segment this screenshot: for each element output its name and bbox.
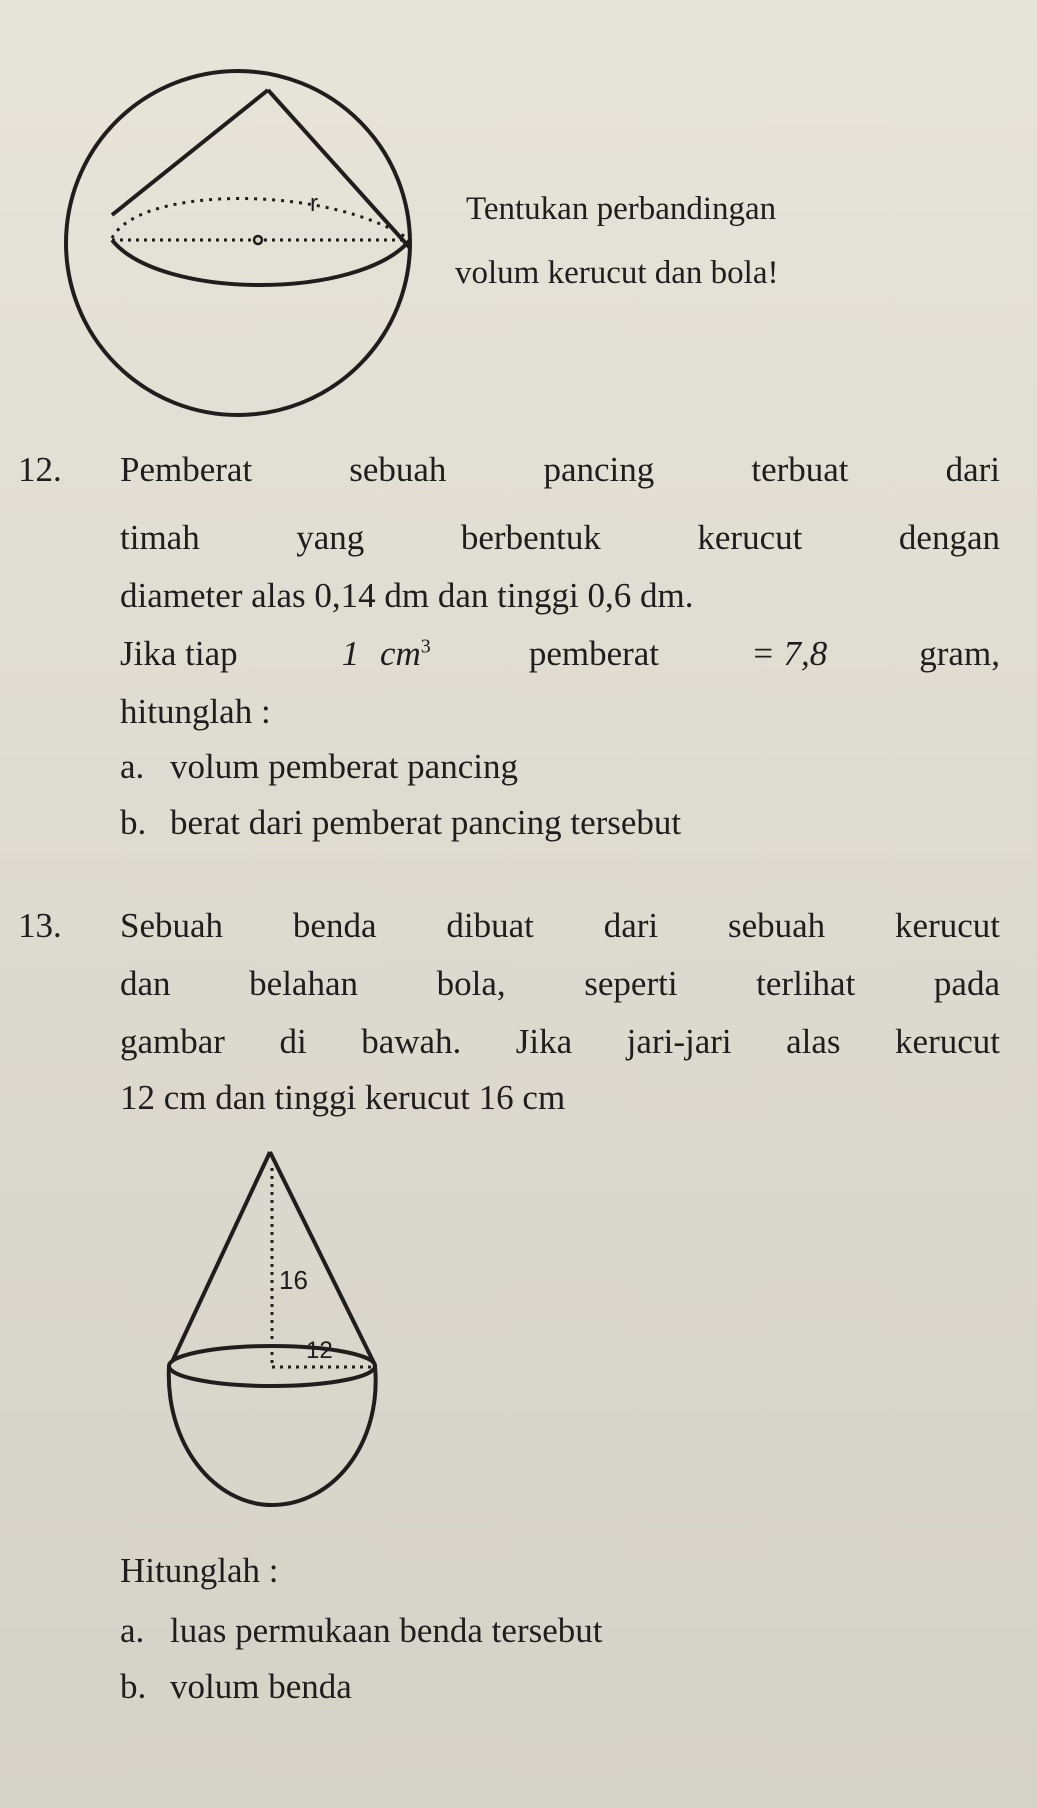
q12-line4-prefix: Jika tiap (120, 634, 238, 673)
q13-line-3: gambar di bawah. Jika jari-jari alas kerucut (120, 1022, 1000, 1061)
radius-label: r (310, 190, 318, 217)
q13-line-2: dan belahan bola, seperti terlihat pada (120, 964, 1000, 1003)
cone2-radius-label: 12 (306, 1337, 333, 1364)
q11-line-2: volum kerucut dan bola! (455, 255, 779, 291)
q12-line4-mid: pemberat (528, 634, 660, 673)
cone2-height-label: 16 (279, 1265, 308, 1295)
q12-line-5: hitunglah : (120, 692, 271, 731)
q13-item-b-text: volum benda (170, 1667, 352, 1706)
q13-prompt: Hitunglah : (120, 1551, 279, 1590)
cone2-right-side (270, 1152, 375, 1365)
q12-item-b-label: b. (120, 803, 147, 842)
q12-number: 12. (18, 450, 62, 489)
q12-line-1: Pemberat sebuah pancing terbuat dari (120, 450, 1000, 489)
q12-line-2: timah yang berbentuk kerucut dengan (120, 518, 1000, 557)
q12-item-a-text: volum pemberat pancing (170, 747, 518, 786)
q13-line-1: Sebuah benda dibuat dari sebuah kerucut (120, 906, 1000, 945)
q12-line-3: diameter alas 0,14 dm dan tinggi 0,6 dm. (120, 576, 694, 615)
q12-line4-unit: cm (379, 634, 421, 673)
q13-item-b-label: b. (120, 1667, 147, 1706)
q12-line4-eq: = 7,8 (751, 634, 828, 673)
q12-item-a-label: a. (120, 747, 145, 786)
cone2-left-side (172, 1152, 270, 1362)
q13-item-a-label: a. (120, 1611, 145, 1650)
q12-line4-value: 1 (341, 634, 360, 673)
q13-item-a-text: luas permukaan benda tersebut (170, 1611, 603, 1650)
q12-line4-exponent: 3 (420, 635, 431, 658)
q13-number: 13. (18, 906, 62, 945)
q12-line4-suffix: gram, (919, 634, 1000, 673)
q12-item-b-text: berat dari pemberat pancing tersebut (170, 803, 682, 842)
q11-line-1: Tentukan perbandingan (466, 191, 777, 227)
q13-line-4: 12 cm dan tinggi kerucut 16 cm (120, 1078, 566, 1117)
